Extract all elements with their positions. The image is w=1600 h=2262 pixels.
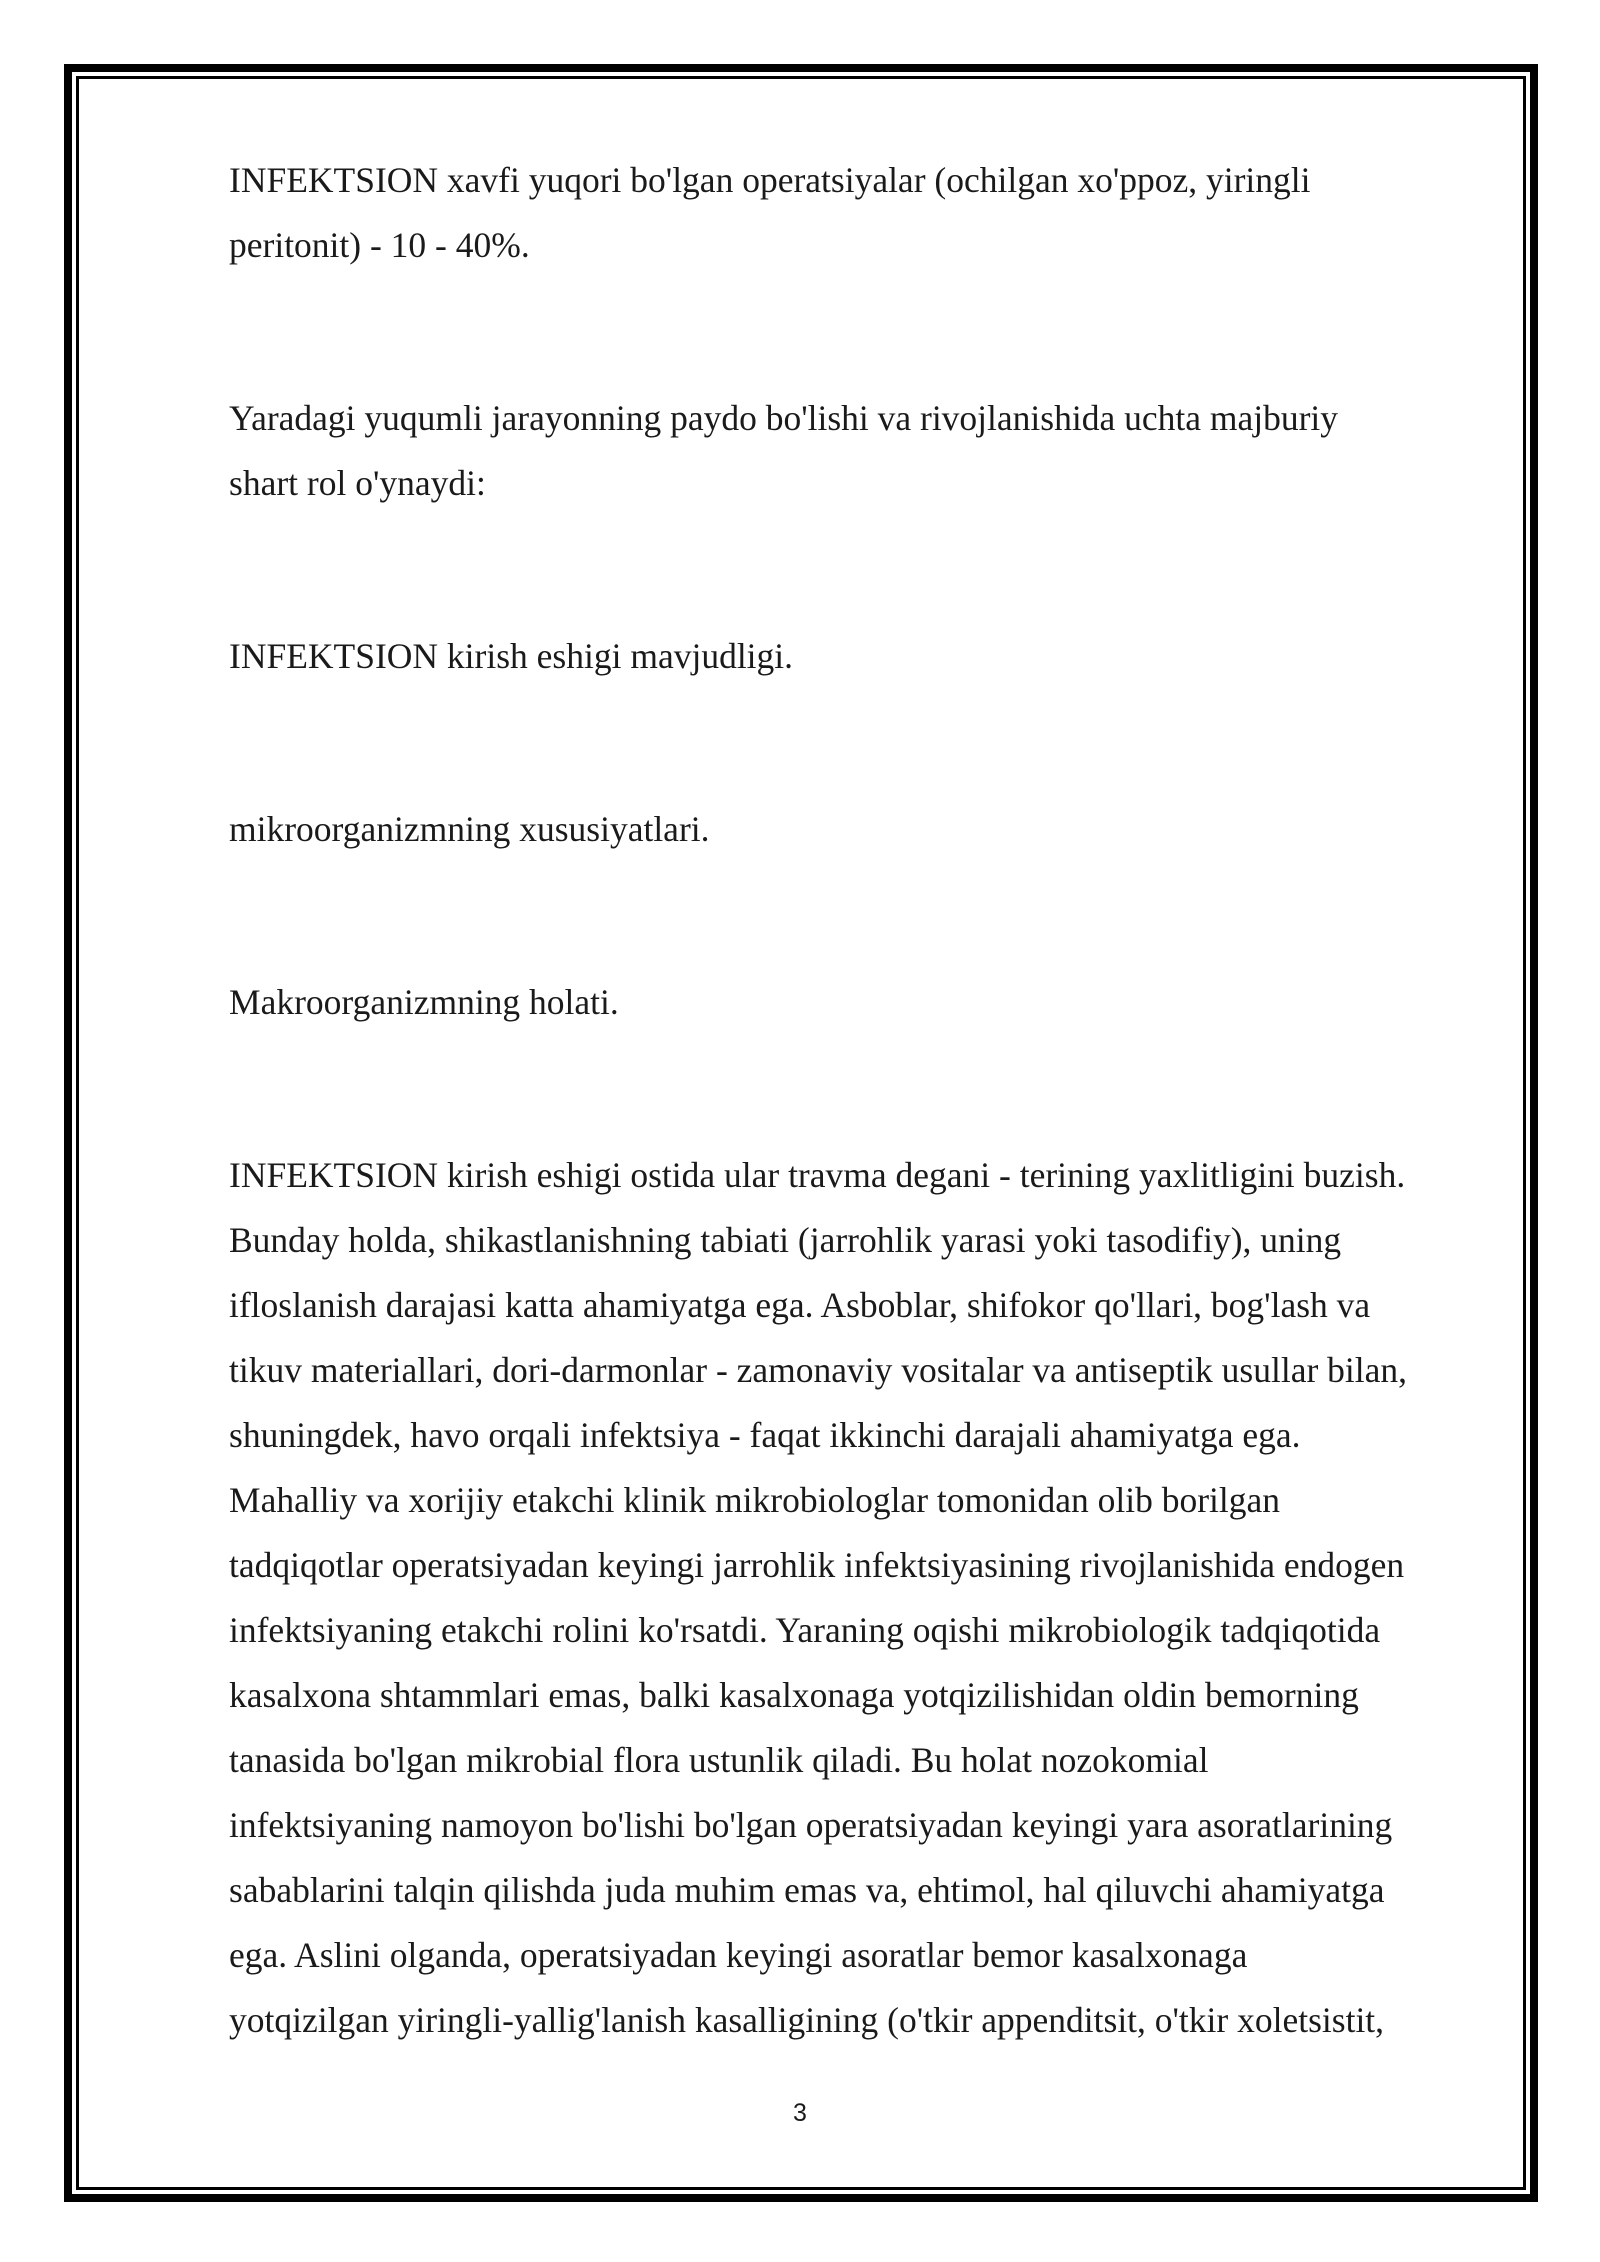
text-line: INFEKTSION kirish eshigi mavjudligi. — [229, 636, 794, 676]
text-line: tikuv materiallari, dori-darmonlar - zamonaviy vositalar va antiseptik usullar bilan, — [229, 1350, 1408, 1390]
text-line: Bunday holda, shikastlanishning tabiati (jarrohlik yarasi yoki tasodifiy), uning — [229, 1220, 1342, 1260]
text-line: infektsiyaning namoyon bo'lishi bo'lgan operatsiyadan keyingi yara asoratlarining — [229, 1805, 1393, 1845]
paragraph-microorganism — [229, 797, 1499, 862]
text-line: INFEKTSION xavfi yuqori bo'lgan operatsiyalar (ochilgan xo'ppoz, yiringli — [229, 160, 1311, 200]
text-line: Mahalliy va xorijiy etakchi klinik mikrobiologlar tomonidan olib borilgan — [229, 1480, 1281, 1520]
paragraph-spacer — [229, 1035, 1499, 1143]
text-line: tadqiqotlar operatsiyadan keyingi jarrohlik infektsiyasining rivojlanishida endogen — [229, 1545, 1405, 1585]
paragraph-spacer — [229, 689, 1499, 797]
text-line: ega. Aslini olganda, operatsiyadan keyingi asoratlar bemor kasalxonaga — [229, 1935, 1248, 1975]
text-line: shart rol o'ynaydi: — [229, 463, 486, 503]
text-line: mikroorganizmning xususiyatlari. — [229, 809, 710, 849]
text-line: sabablarini talqin qilishda juda muhim emas va, ehtimol, hal qiluvchi ahamiyatga — [229, 1870, 1385, 1910]
text-line: INFEKTSION kirish eshigi ostida ular travma degani - terining yaxlitligini buzish. — [229, 1155, 1406, 1195]
text-line: tanasida bo'lgan mikrobial flora ustunlik qiladi. Bu holat nozokomial — [229, 1740, 1209, 1780]
text-line: ifloslanish darajasi katta ahamiyatga ega. Asboblar, shifokor qo'llari, bog'lash va — [229, 1285, 1371, 1325]
text-line: infektsiyaning etakchi rolini ko'rsatdi. Yaraning oqishi mikrobiologik tadqiqotida — [229, 1610, 1381, 1650]
text-line: Makroorganizmning holati. — [229, 982, 619, 1022]
text-line: yotqizilgan yiringli-yallig'lanish kasalligining (o'tkir appenditsit, o'tkir xoletsistit, — [229, 2000, 1385, 2040]
paragraph-three-conditions — [229, 386, 1499, 516]
paragraph-infection-risk — [229, 148, 1499, 278]
page-number: 3 — [793, 2099, 807, 2127]
text-line: shuningdek, havo orqali infektsiya - faqat ikkinchi darajali ahamiyatga ega. — [229, 1415, 1301, 1455]
text-line: peritonit) - 10 - 40%. — [229, 225, 530, 265]
document-body — [229, 148, 1499, 2053]
paragraph-spacer — [229, 278, 1499, 386]
paragraph-entry-gate — [229, 624, 1499, 689]
paragraph-spacer — [229, 862, 1499, 970]
paragraph-main-body — [229, 1143, 1499, 2053]
paragraph-macroorganism — [229, 970, 1499, 1035]
text-line: kasalxona shtammlari emas, balki kasalxonaga yotqizilishidan oldin bemorning — [229, 1675, 1359, 1715]
paragraph-spacer — [229, 516, 1499, 624]
text-line: Yaradagi yuqumli jarayonning paydo bo'lishi va rivojlanishida uchta majburiy — [229, 398, 1339, 438]
